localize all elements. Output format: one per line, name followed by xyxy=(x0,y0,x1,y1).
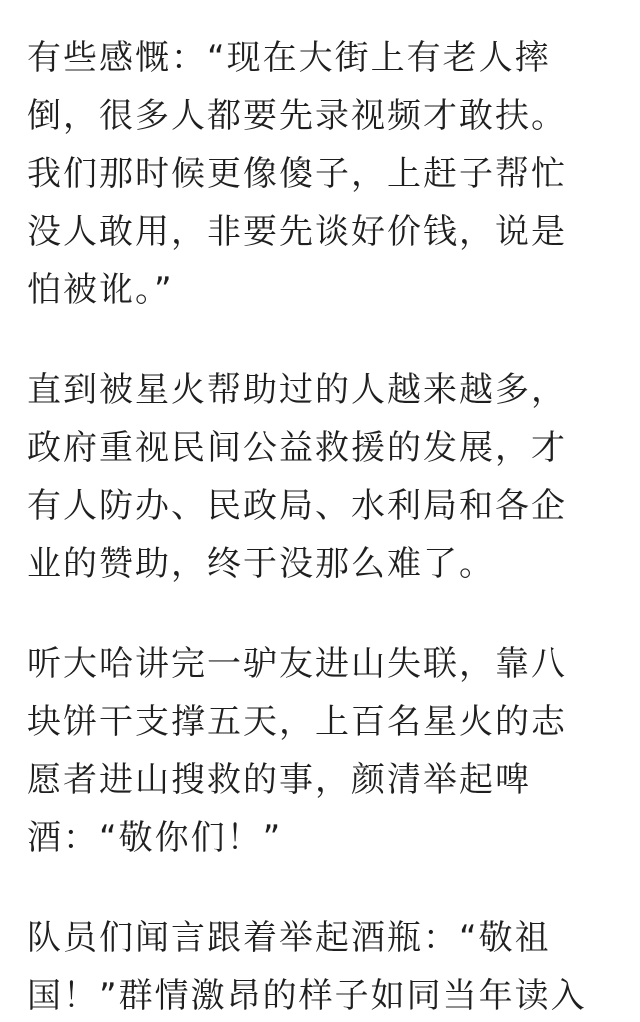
text-line: 听大哈讲完一驴友进山失联，靠八 xyxy=(27,644,567,684)
text-line: 块饼干支撑五天，上百名星火的志 xyxy=(27,702,567,742)
text-line: 酒：“敬你们！” xyxy=(27,818,283,858)
text-line: 有些感慨：“现在大街上有老人摔 xyxy=(27,38,551,78)
text-line: 队员们闻言跟着举起酒瓶：“敬祖 xyxy=(27,918,551,958)
text-line: 国！”群情激昂的样子如同当年读入 xyxy=(27,976,587,1016)
text-line: 没人敢用，非要先谈好价钱，说是 xyxy=(27,212,567,252)
text-line: 愿者进山搜救的事，颜清举起啤 xyxy=(27,760,531,800)
text-line: 怕被讹。” xyxy=(27,270,174,310)
text-line: 政府重视民间公益救援的发展，才 xyxy=(27,428,567,468)
text-line: 有人防办、民政局、水利局和各企 xyxy=(27,486,567,526)
text-line: 直到被星火帮助过的人越来越多， xyxy=(27,370,567,410)
text-line: 倒，很多人都要先录视频才敢扶。 xyxy=(27,96,567,136)
text-line: 我们那时候更像傻子，上赶子帮忙 xyxy=(27,154,567,194)
text-line: 业的赞助，终于没那么难了。 xyxy=(27,544,495,584)
